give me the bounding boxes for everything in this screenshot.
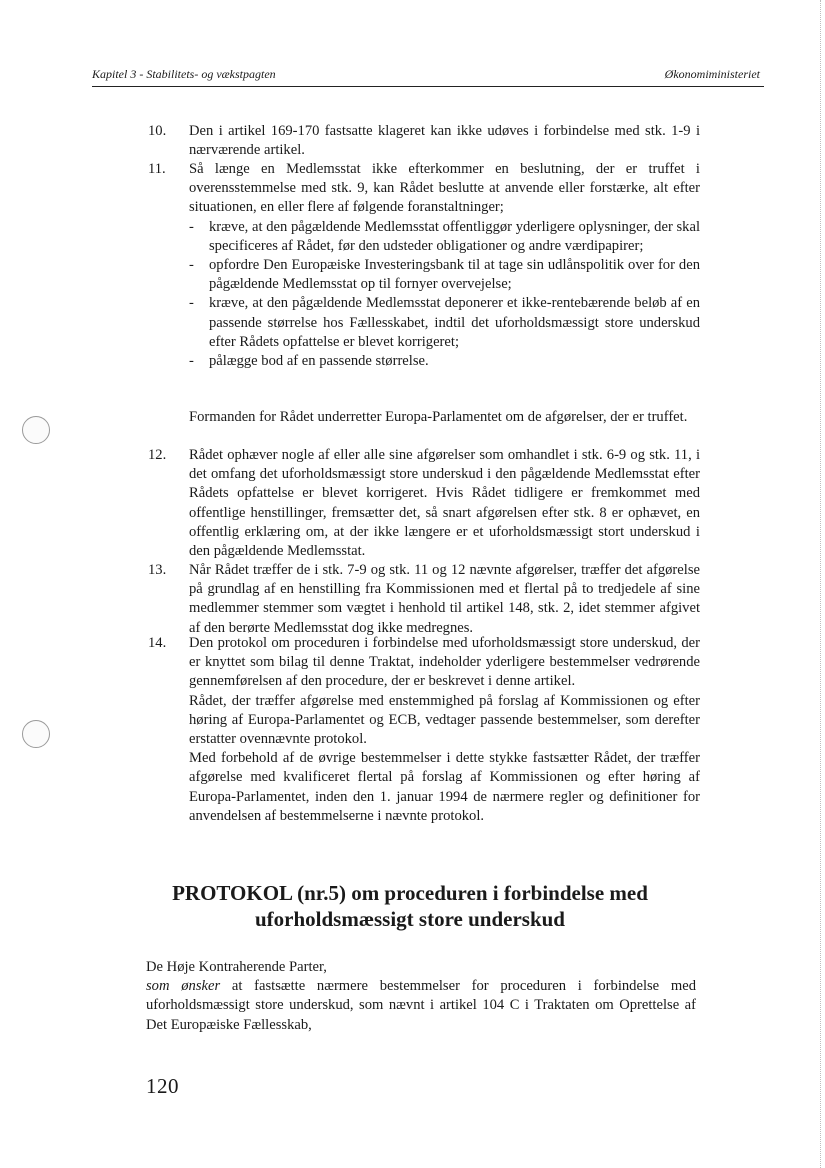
item-number: 13. xyxy=(148,562,167,578)
page-number: 120 xyxy=(146,1074,179,1098)
item-text: Den i artikel 169-170 fastsatte klageret kan ikke udøves i forbindelse med stk. 1-9 i nærværende artikel. xyxy=(189,123,700,159)
article-item-13 xyxy=(148,561,700,638)
preamble-parties: De Høje Kontraherende Parter, xyxy=(146,959,327,975)
list-item: - kræve, at den pågældende Medlemsstat offentliggør yderligere oplysninger, der skal specificeres af Rådet, før den udsteder obligationer og andre værdipapirer; xyxy=(189,218,700,254)
ministry-name: Økonomiministeriet xyxy=(664,67,760,81)
item-intro: Så længe en Medlemsstat ikke efterkommer en beslutning, der er truffet i overensstemmelse med stk. 9, kan Rådet beslutte at anvende eller forstærke, alt efter situationen, en eller flere af følgende foranstaltninger; xyxy=(189,161,700,216)
item-paragraph: Den protokol om proceduren i forbindelse med uforholdsmæssigt store underskud, der er knyttet som bilag til denne Traktat, indeholder yderligere bestemmelser vedrørende gennemførelsen af den procedure, der er beskrevet i denne artikel. xyxy=(189,635,700,690)
item-paragraph: Med forbehold af de øvrige bestemmelser i dette stykke fastsætter Rådet, der træffer afgørelse med kvalificeret flertal på forslag af Kommissionen og efter høring af Europa-Parlamentet, inden den 1. januar 1994 de nærmere regler og definitioner for anvendelsen af bestemmelserne i nævnte protokol. xyxy=(189,750,700,824)
protocol-preamble xyxy=(146,958,696,1035)
article-item-14 xyxy=(148,634,700,826)
item-number: 10. xyxy=(148,123,167,139)
protocol-heading-line1: PROTOKOL (nr.5) om proceduren i forbindelse med xyxy=(172,881,648,905)
item-11-closing: Formanden for Rådet underretter Europa-Parlamentet om de afgørelser, der er truffet. xyxy=(189,409,688,425)
recital-text: at fastsætte nærmere bestemmelser for proceduren i forbindelse med uforholdsmæssigt store underskud, som nævnt i artikel 104 C i Traktaten om Oprettelse af Det Europæiske Fællesskab, xyxy=(146,978,697,1033)
article-item-10 xyxy=(148,122,700,160)
measures-list xyxy=(189,218,700,372)
protocol-heading-line2: uforholdsmæssigt store underskud xyxy=(254,907,565,931)
running-header xyxy=(92,64,764,87)
list-item: - kræve, at den pågældende Medlemsstat deponerer et ikke-rentebærende beløb af en passende størrelse hos Fællesskabet, indtil det uforholdsmæssigt store underskud efter Rådets opfattelse er blevet korrigeret; xyxy=(189,295,700,350)
item-number: 14. xyxy=(148,635,167,651)
protocol-heading xyxy=(110,880,710,932)
list-item: - pålægge bod af en passende størrelse. xyxy=(189,353,429,370)
punch-hole xyxy=(22,720,50,748)
page-edge xyxy=(820,0,821,1168)
article-item-11 xyxy=(148,160,700,371)
preamble-recital xyxy=(146,977,696,1035)
item-text: Rådet ophæver nogle af eller alle sine afgørelser som omhandlet i stk. 6-9 og stk. 11, i det omfang det uforholdsmæssigt store underskud i den pågældende Medlemsstat efter Rådets opfattelse er blevet korrigeret. Hvis Rådet tidligere er fremkommet med offentlige henstillinger, fremsætter det, så snart afgørelsen efter stk. 8 er ophævet, en offentlig erklæring om, at der ikke længere er et uforholdsmæssigt stort underskud i den pågældende Medlemsstat. xyxy=(189,447,700,560)
punch-hole xyxy=(22,416,50,444)
article-item-12 xyxy=(148,446,700,561)
item-number: 11. xyxy=(148,161,166,177)
item-number: 12. xyxy=(148,447,167,463)
item-paragraph: Rådet, der træffer afgørelse med enstemmighed på forslag af Kommissionen og efter høring af Europa-Parlamentet og ECB, vedtager passende bestemmelser, som derefter erstatter ovennævnte protokol. xyxy=(189,692,700,748)
chapter-title: Kapitel 3 - Stabilitets- og vækstpagten xyxy=(92,67,276,81)
item-text: Når Rådet træffer de i stk. 7-9 og stk. 11 og 12 nævnte afgørelser, træffer det afgørelse på grundlag af en henstilling fra Kommissionen med et flertal på to tredjedele af sine medlemmer stemmer som vægtet i henhold til artikel 148, stk. 2, idet stemmer afgivet af den berørte Medlemsstat dog ikke medregnes. xyxy=(189,562,700,636)
recital-emphasis: som ønsker xyxy=(146,978,221,995)
list-item: - opfordre Den Europæiske Investeringsbank til at tage sin udlånspolitik over for den pågældende Medlemsstat op til fornyer overvejelse; xyxy=(189,257,700,293)
